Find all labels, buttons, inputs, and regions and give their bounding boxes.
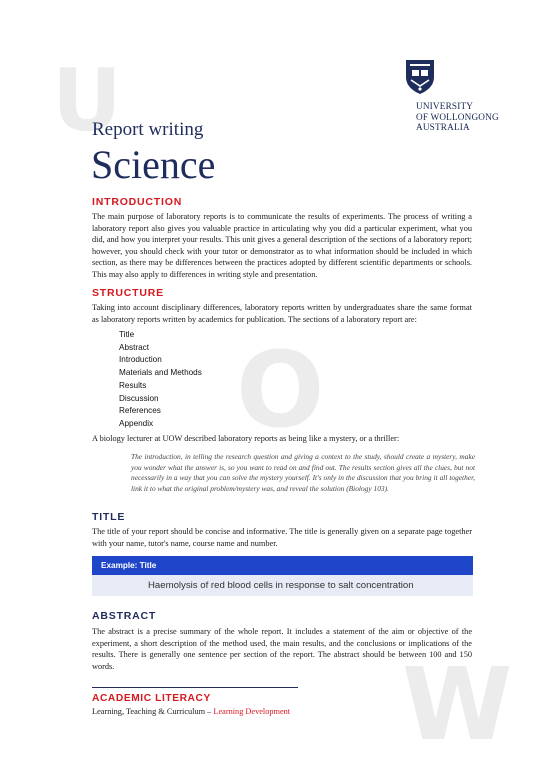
list-item: Abstract (119, 342, 150, 352)
footer-heading: ACADEMIC LITERACY (92, 693, 211, 704)
logo-line-1: UNIVERSITY (416, 101, 474, 111)
list-item: Introduction (119, 355, 162, 365)
list-item: References (119, 406, 161, 416)
example-box-text: Haemolysis of red blood cells in response to salt concentration (92, 575, 473, 596)
introduction-paragraph: The main purpose of laboratory reports is to communicate the results of experiments. The process of writing a laboratory report also gives you valuable practice in articulating why you did a particular experiment, what you did, and how you interpret your results. This unit gives a general description of the sections of a laboratory report; however, you should check with your tutor or demonstrator as to what information should be included in which section, as there may be differences between the practices adopted by different scientific departments or schools. This may also apply to differences in writing style and presentation. (92, 212, 472, 279)
footer-subtitle (92, 707, 290, 716)
list-item: Title (119, 330, 135, 339)
report-sections-list (119, 329, 202, 431)
document-subtitle: Report writing (92, 119, 204, 140)
footer-divider (92, 687, 298, 688)
crest-icon (405, 59, 435, 95)
title-heading: TITLE (92, 511, 126, 523)
quote-intro: A biology lecturer at UOW described laboratory reports as being like a mystery, or a thriller: (92, 434, 400, 443)
watermark-letter-o: O (236, 329, 325, 451)
example-box-header: Example: Title (92, 556, 473, 575)
watermark-letter-u: U (52, 51, 122, 151)
logo-line-3: AUSTRALIA (416, 122, 470, 132)
list-item: Results (119, 380, 147, 390)
list-item: Discussion (119, 393, 159, 403)
university-logo-text (416, 101, 536, 133)
abstract-heading: ABSTRACT (92, 610, 157, 622)
footer-subtitle-prefix: Learning, Teaching & Curriculum – (92, 707, 214, 716)
abstract-paragraph: The abstract is a precise summary of the whole report. It includes a statement of the aim or objective of the experiment, a short description of the method used, the main results, and the conclusions or implications of the results. There is generally one sentence per section of the report. The abstract should be between 100 and 150 words. (92, 627, 472, 671)
logo-line-2: OF WOLLONGONG (416, 111, 499, 122)
structure-heading: STRUCTURE (92, 287, 164, 299)
lecturer-quote: The introduction, in telling the research question and giving a context to the study, should create a mystery, make you wonder what the answer is, so you want to read on and find out. The results section gives all the clues, but not necessarily in a way that you can solve the mystery yourself. It's only in the discussion that you bring it all together, link it to what the original problem/mystery was, and reveal the solution (Biology 103). (131, 452, 475, 493)
list-item: Materials and Methods (119, 368, 202, 378)
introduction-heading: INTRODUCTION (92, 196, 183, 208)
document-title: Science (91, 142, 216, 187)
list-item: Appendix (119, 418, 154, 428)
footer-subtitle-accent: Learning Development (213, 707, 291, 716)
title-paragraph: The title of your report should be concise and informative. The title is generally given on a separate page together with your name, tutor's name, course name and number. (92, 527, 472, 548)
watermark-letter-w: W (402, 646, 513, 763)
structure-paragraph: Taking into account disciplinary differences, laboratory reports written by undergraduates share the same format as laboratory reports written by academics for publication. The sections of a laboratory report are: (92, 303, 472, 324)
